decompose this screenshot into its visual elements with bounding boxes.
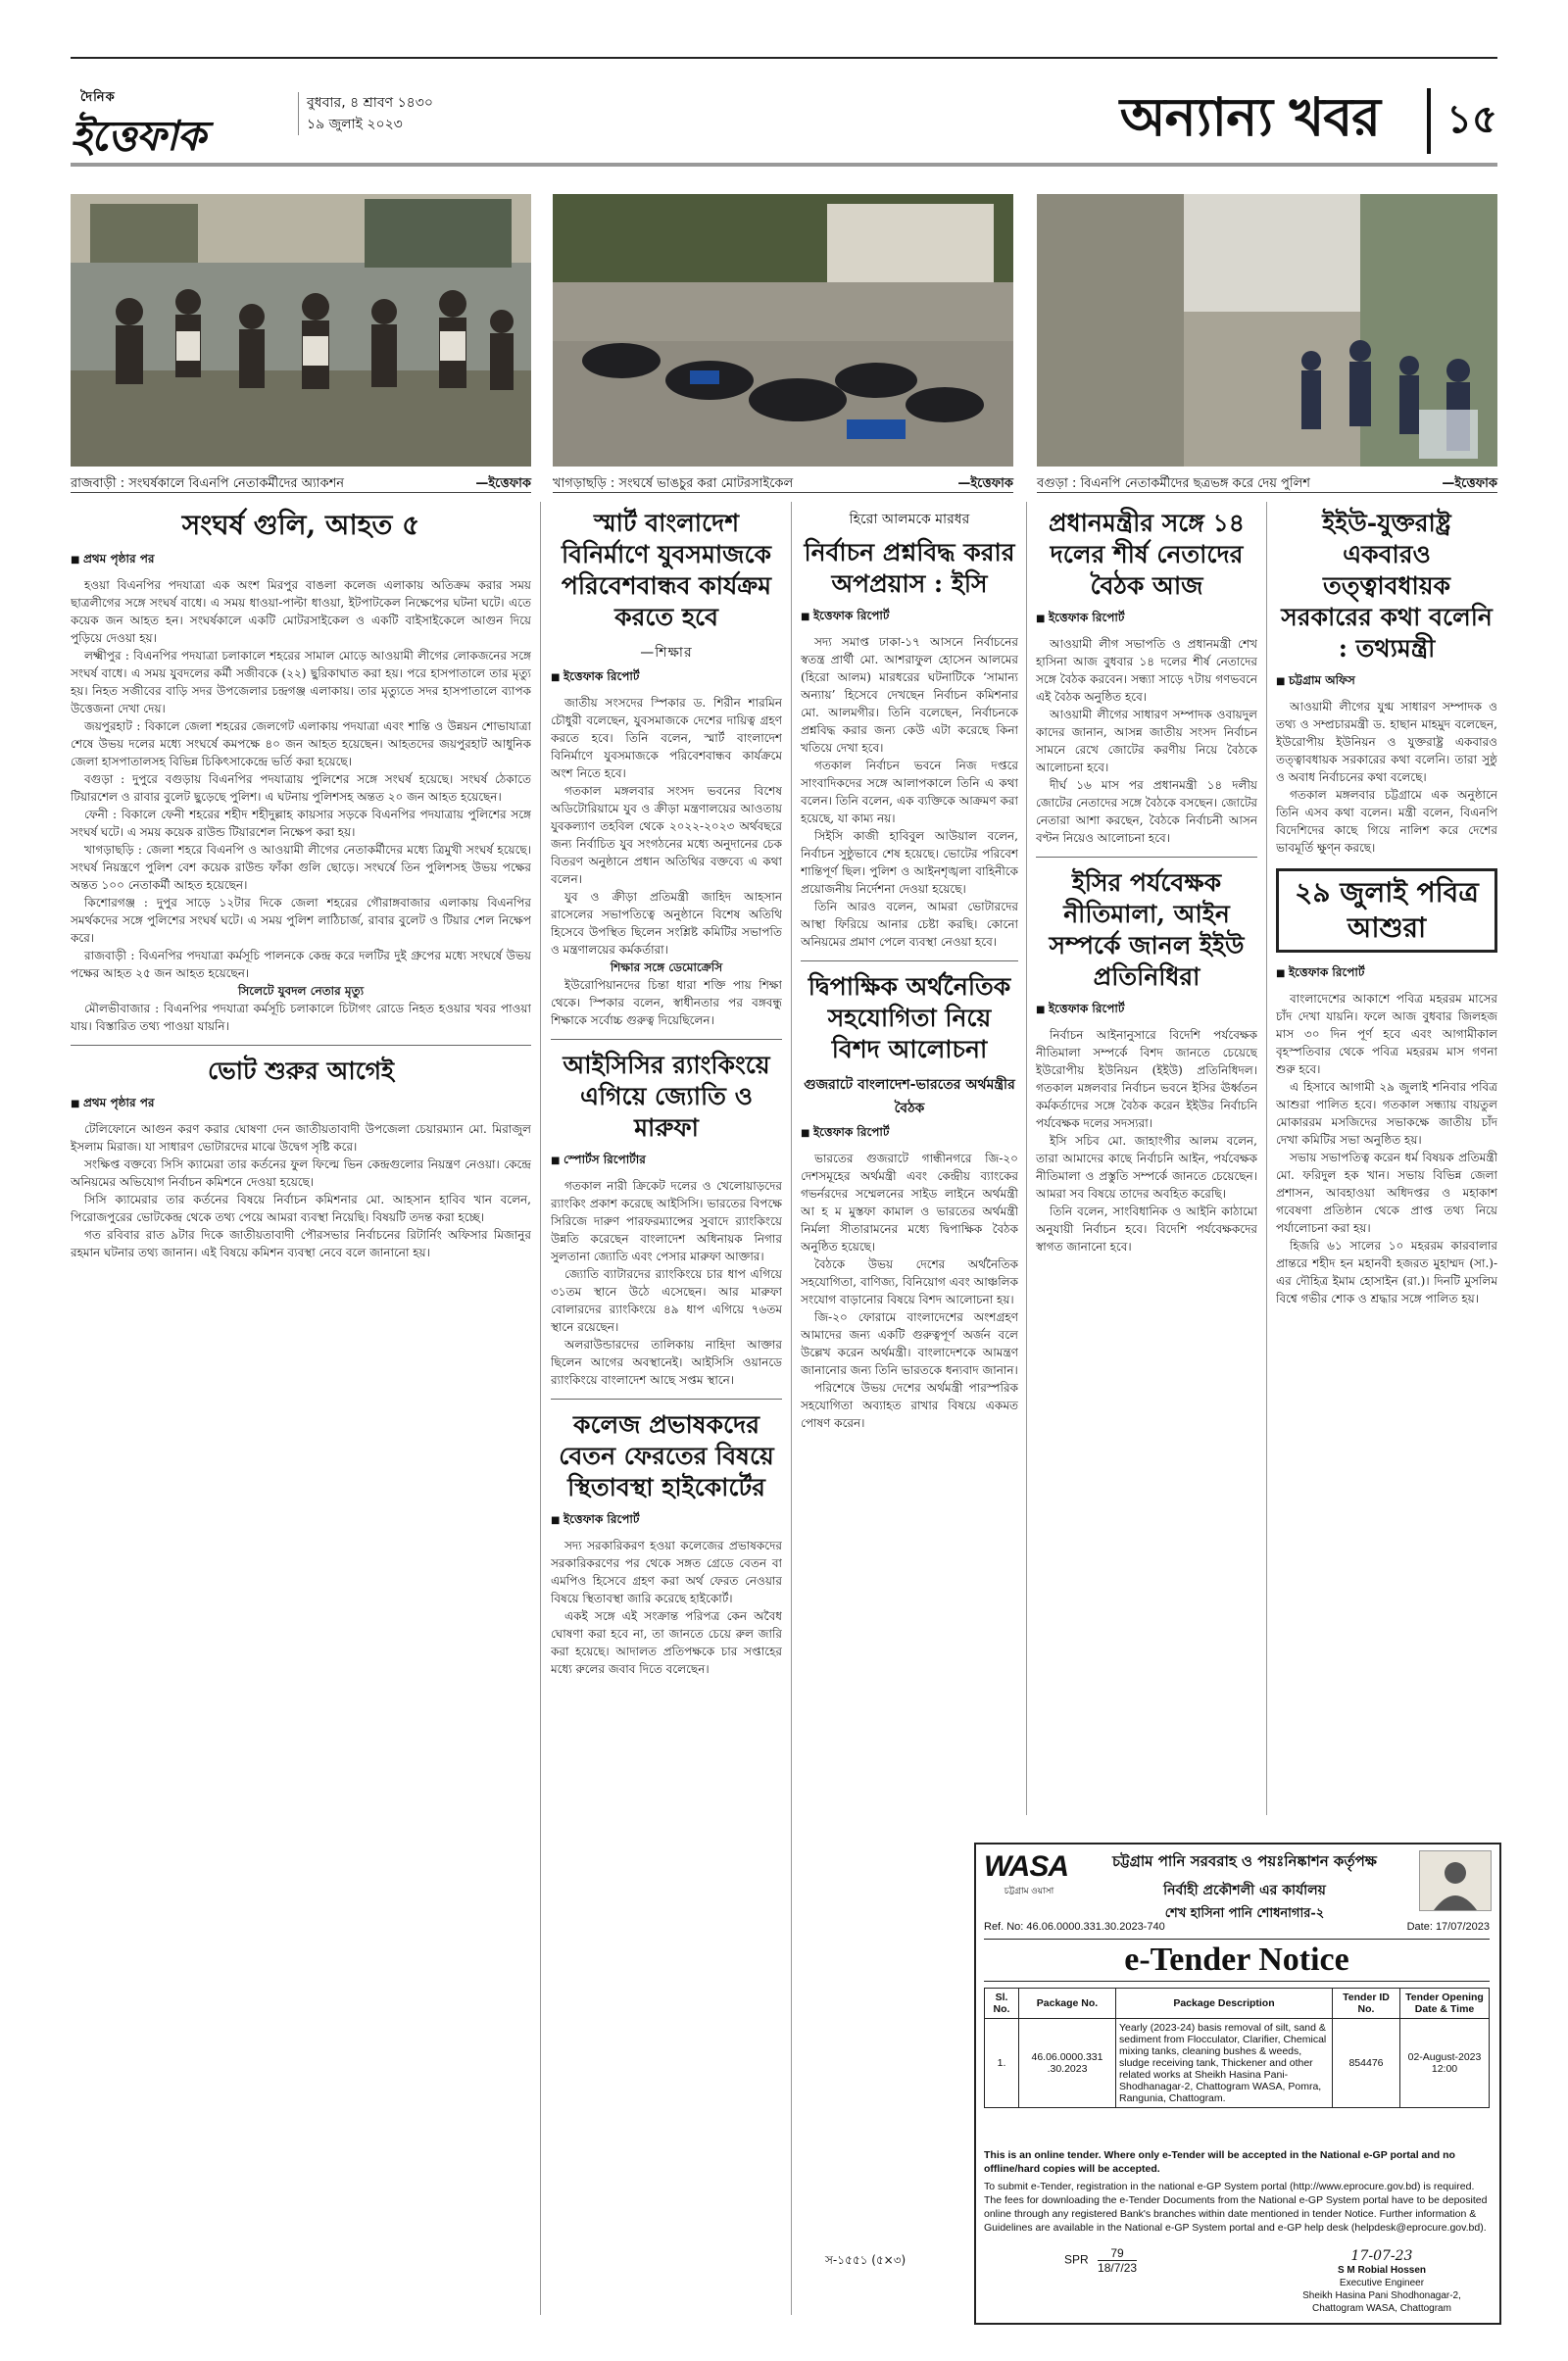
article-sign: —শিক্ষার xyxy=(640,645,693,661)
paragraph: সভায় সভাপতিত্ব করেন ধর্ম বিষয়ক প্রতিমন্ত্রী মো. ফরিদুল হক খান। সভায় বিভিন্ন জেলা প্রশাসন, আবহাওয়া অধিদপ্তর ও মহাকাশ গবেষণা প্রতিষ্ঠান থেকে প্রাপ্ত তথ্য নিয়ে পর্যালোচনা করা হয়। xyxy=(1276,1151,1497,1235)
article-byline: ■ স্পোর্টস রিপোর্টার xyxy=(551,1152,782,1171)
subheading: সিলেটে যুবদল নেতার মৃত্যু xyxy=(237,984,365,998)
signer-office: Sheikh Hasina Pani Shodhonagar-2, xyxy=(1302,2290,1461,2301)
column-divider xyxy=(791,502,792,2315)
paragraph: সংক্ষিপ্ত বক্তব্যে সিসি ক্যামেরা তার কর্তনের ফুল ফিল্মে ভিন কেন্দ্রগুলোর নিয়ন্ত্রণ নেওয়া। কেন্দ্রে অনিয়মের অভিযোগ নির্বাচন কমিশনে দেওয়া হয়েছে। xyxy=(71,1157,531,1189)
photo-caption xyxy=(71,474,531,493)
paragraph: খাগড়াছড়ি : জেলা শহরে বিএনপি ও আওয়ামী লীগের নেতাকর্মীদের মধ্যে ত্রিমুখী সংঘর্ষ হয়েছে। সংঘর্ষ নিয়ন্ত্রণে পুলিশ বেশ কয়েক রাউন্ড ফাঁকা গুলি ছোড়ে। সংঘর্ষে তিন পুলিশসহ উভয় পক্ষের অন্তত ১০০ নেতাকর্মী আহত হয়েছেন। xyxy=(71,843,531,892)
tender-notes xyxy=(984,2148,1490,2235)
paragraph: যুব ও ক্রীড়া প্রতিমন্ত্রী জাহিদ আহসান রাসেলের সভাপতিত্বে অনুষ্ঠানে বিশেষ অতিথি হিসেবে উপস্থিত ছিলেন সংশ্লিষ্ট কমিটির সভাপতি ও মন্ত্রণালয়ের কর্মকর্তারা। xyxy=(551,890,782,957)
paragraph: সিসি ক্যামেরার তার কর্তনের বিষয়ে নির্বাচন কমিশনার মো. আহসান হাবিব খান বলেন, পিরোজপুরের ভোটকেন্দ্র থেকে তথ্য পেয়ে আমরা ব্যবস্থা নিয়েছি। বিষয়টি তদন্ত করা হচ্ছে। xyxy=(71,1193,531,1224)
article-byline: ■ ইত্তেফাক রিপোর্ট xyxy=(1276,964,1497,984)
paragraph: নির্বাচন আইনানুসারে বিদেশি পর্যবেক্ষক নীতিমালা সম্পর্কে বিশদ জানতে চেয়েছে ইউরোপীয় ইউনিয়ন (ইইউ) প্রতিনিধিদল। গতকাল মঙ্গলবার নির্বাচন ভবনে ইসির ঊর্ধ্বতন কর্মকর্তাদের সঙ্গে বৈঠক করেন ইইউর নির্বাচনি পর্যবেক্ষক দলের সদস্যরা। xyxy=(1036,1028,1257,1130)
article-byline: ■ ইত্তেফাক রিপোর্ট xyxy=(1036,1001,1257,1020)
article-headline[interactable]: স্মার্ট বাংলাদেশ বিনির্মাণে যুবসমাজকে পরিবেশবান্ধব কার্যক্রম করতে হবে xyxy=(561,509,772,631)
org-plant: শেখ হাসিনা পানি শোধনাগার-২ xyxy=(1164,1906,1325,1921)
article-body xyxy=(551,1537,782,1678)
wasa-logo-text: WASA xyxy=(984,1850,1068,1883)
masthead xyxy=(71,82,1497,161)
paragraph: জাতীয় সংসদের স্পিকার ড. শিরীন শারমিন চৌধুরী বলেছেন, যুবসমাজকে দেশের দায়িত্ব গ্রহণ করতে হবে। তিনি বলেন, স্মার্ট বাংলাদেশ বিনির্মাণে যুবসমাজকে পরিবেশবান্ধব কার্যক্রমে অংশ নিতে হবে। xyxy=(551,696,782,780)
subheading: শিক্ষার সঙ্গে ডেমোক্রেসি xyxy=(610,960,723,974)
photo-caption xyxy=(553,474,1013,493)
paragraph: জয়পুরহাট : বিকালে জেলা শহরের জেলগেট এলাকায় পদযাত্রা এবং শান্তি ও উন্নয়ন শোভাযাত্রা শেষে উভয় দলের মধ্যে সংঘর্ষে কমপক্ষে ৪০ জন আহত হয়েছেন। আহতদের জয়পুরহাট আধুনিক জেলা হাসপাতালসহ বিভিন্ন চিকিৎসাকেন্দ্রে ভর্তি করা হয়েছে। xyxy=(71,719,531,768)
police-photo-illustration xyxy=(1037,194,1497,467)
article-kicker: হিরো আলমকে মারধর xyxy=(849,512,970,527)
article-divider xyxy=(551,1039,782,1040)
paragraph: তিনি বলেন, সাংবিধানিক ও আইনি কাঠামো অনুযায়ী নির্বাচন হবে। বিদেশি পর্যবেক্ষকদের স্বাগত জানানো হবে। xyxy=(1036,1205,1257,1254)
paragraph: রাজবাড়ী : বিএনপির পদযাত্রা কর্মসূচি পালনকে কেন্দ্র করে দলটির দুই গ্রুপের মধ্যে সংঘর্ষে উভয় পক্ষের আহত ২৫ জন আহত হয়েছেন। xyxy=(71,949,531,980)
reference-number: Ref. No: 46.06.0000.331.30.2023-740 xyxy=(984,1921,1165,1933)
note-registration: To submit e-Tender, registration in the national e-GP System portal (http://www.eprocure.gov.bd) is required. The fees for downloading the e-Tender Documents from the National e-GP System portal have to be deposited online through any registered Bank's branches within date mentioned in tender Notice. Further information & Guidelines are available in the National e-GP System portal and e-GP help desk (helpdesk@eprocure.gov.bd). xyxy=(984,2181,1488,2234)
logo-small-text: দৈনিক xyxy=(80,90,116,105)
column-divider xyxy=(1026,502,1027,1815)
issue-date xyxy=(298,92,433,135)
paragraph: গতকাল মঙ্গলবার সংসদ ভবনের বিশেষ অডিটোরিয়ামে যুব ও ক্রীড়া মন্ত্রণালয়ের আওতায় যুবকল্যাণ তহবিল থেকে ২০২২-২০২৩ অর্থবছরে জন্য নির্বাচিত যুব সংগঠনের মধ্যে অনুদানের চেক বিতরণ অনুষ্ঠানে প্রধান অতিথির বক্তব্যে এ কথা বলেন। xyxy=(551,784,782,886)
reference-date: Date: 17/07/2023 xyxy=(1406,1921,1490,1933)
paragraph: আওয়ামী লীগের সাধারণ সম্পাদক ওবায়দুল কাদের জানান, আসন্ন জাতীয় সংসদ নির্বাচন সামনে রেখে জোটের করণীয় নিয়ে বৈঠকে আলোচনা হবে। xyxy=(1036,708,1257,774)
spr-date: 18/7/23 xyxy=(1098,2261,1138,2275)
paragraph: একই সঙ্গে এই সংক্রান্ত পরিপত্র কেন অবৈধ ঘোষণা করা হবে না, তা জানতে চেয়ে রুল জারি করা হয়েছে। আদালত প্রতিপক্ষকে চার সপ্তাহের মধ্যে রুলের জবাব দিতে বলেছেন। xyxy=(551,1609,782,1676)
paragraph: হিজরি ৬১ সালের ১০ মহররম কারবালার প্রান্তরে শহীদ হন মহানবী হজরত মুহাম্মদ (সা.)-এর দৌহিত্র ইমাম হোসাইন (রা.)। দিনটি মুসলিম বিশ্বে গভীর শোক ও শ্রদ্ধার সঙ্গে পালিত হয়। xyxy=(1276,1239,1497,1305)
table-header-row xyxy=(985,1989,1490,2019)
article-headline[interactable]: ২৯ জুলাই পবিত্র আশুরা xyxy=(1295,876,1479,944)
tender-table xyxy=(984,1988,1490,2108)
article-headline[interactable]: দ্বিপাক্ষিক অর্থনৈতিক সহযোগিতা নিয়ে বিশদ আলোচনা xyxy=(808,972,1011,1063)
signer-name: S M Robial Hossen xyxy=(1337,2265,1426,2276)
logo-main-text: ইত্তেফাক xyxy=(71,112,206,160)
paragraph: টেলিফোনে আগুন করণ করার ঘোষণা দেন জাতীয়তাবাদী উপজেলা চেয়ারম্যান মো. মিরাজুল ইসলাম মিরাজ। যা সাধারণ ভোটারদের মাঝে উদ্বেগ সৃষ্টি করে। xyxy=(71,1122,531,1154)
paragraph: জ্যোতি ব্যাটারদের র‍্যাংকিংয়ে চার ধাপ এগিয়ে ৩১তম স্থানে উঠে এসেছেন। আর মারুফা বোলারদের র‍্যাংকিংয়ে ৪৯ ধাপ এগিয়ে ৭৬তম স্থানে রয়েছেন। xyxy=(551,1267,782,1334)
header-cell: Tender ID No. xyxy=(1333,1989,1400,2019)
spr-label: SPR xyxy=(1064,2252,1089,2267)
article-body xyxy=(1276,990,1497,1307)
paragraph: এ হিসাবে আগামী ২৯ জুলাই শনিবার পবিত্র আশুরা পালিত হবে। গতকাল সন্ধ্যায় বায়তুল মোকাররম মসজিদের সভাকক্ষে জাতীয় চাঁদ দেখা কমিটির সভা অনুষ্ঠিত হয়। xyxy=(1276,1080,1497,1147)
photo-credit: —ইত্তেফাক xyxy=(957,476,1013,491)
signer-title: Executive Engineer xyxy=(1339,2278,1425,2288)
signer-location: Chattogram WASA, Chattogram xyxy=(1312,2303,1451,2314)
article-info-minister xyxy=(1276,502,1497,1815)
cell-opening: 02-August-2023 12:00 xyxy=(1400,2019,1490,2108)
article-continuation: ■ প্রথম পৃষ্ঠার পর xyxy=(71,1095,531,1114)
note-online: This is an online tender. Where only e-Tender will be accepted in the National e-GP portal and no offline/hard copies will be accepted. xyxy=(984,2149,1455,2175)
article-body xyxy=(551,1177,782,1389)
article-headline[interactable]: ইসির পর্যবেক্ষক নীতিমালা, আইন সম্পর্কে জানল ইইউ প্রতিনিধিরা xyxy=(1049,868,1245,991)
article-body xyxy=(801,1150,1018,1432)
article-divider xyxy=(71,1045,531,1046)
ad-code: স-১৫৫১ (৫×৩) xyxy=(825,2253,906,2267)
cell-package-no: 46.06.0000.331 .30.2023 xyxy=(1019,2019,1116,2108)
paragraph: লক্ষ্মীপুর : বিএনপির পদযাত্রা চলাকালে শহরের সামাল মোড়ে আওয়ামী লীগের লোকজনের সঙ্গে সংঘর্ষ বাধে। এ সময় যুবদলের কর্মী সজীবকে (২২) ছুরিকাঘাত করা হয়। পরে হাসপাতালে তার মৃত্যু হয়। নিহত সজীবের বাড়ি সদর উপজেলার চন্দ্রগঞ্জ এলাকায়। তার মৃত্যুতে সদর হাসপাতালে ব্যাপক উত্তেজনা দেখা দেয়। xyxy=(71,649,531,715)
wasa-logo-subtext: চট্টগ্রাম ওয়াসা xyxy=(1004,1886,1054,1895)
caption-text: বগুড়া : বিএনপি নেতাকর্মীদের ছত্রভঙ্গ করে দেয় পুলিশ xyxy=(1037,476,1310,491)
spr-fraction xyxy=(1098,2246,1137,2275)
header-cell: Package Description xyxy=(1116,1989,1333,2019)
photo-credit: —ইত্তেফাক xyxy=(475,476,531,491)
article-byline: ■ ইত্তেফাক রিপোর্ট xyxy=(551,668,782,688)
spr-number: 79 xyxy=(1098,2246,1137,2261)
article-byline: ■ চট্টগ্রাম অফিস xyxy=(1276,672,1497,692)
header-cell: Package No. xyxy=(1019,1989,1116,2019)
paragraph: আওয়ামী লীগের যুগ্ম সাধারণ সম্পাদক ও তথ্য ও সম্প্রচারমন্ত্রী ড. হাছান মাহমুদ বলেছেন, ইউরোপীয় ইউনিয়ন ও যুক্তরাষ্ট্র একবারও তত্ত্বাবধায়ক সরকারের কথা বলেনি। তারা সুষ্ঠু ও অবাধ নির্বাচনের কথা বলেছে। xyxy=(1276,700,1497,784)
date-gregorian: ১৯ জুলাই ২০২৩ xyxy=(298,114,433,135)
signature-date: 17-07-23 xyxy=(1350,2248,1413,2264)
article-headline[interactable]: প্রধানমন্ত্রীর সঙ্গে ১৪ দলের শীর্ষ নেতাদের বৈঠক আজ xyxy=(1049,509,1245,600)
spr-stamp xyxy=(1064,2246,1137,2275)
photo-rajbari-clash[interactable] xyxy=(71,194,531,467)
article-byline: ■ ইত্তেফাক রিপোর্ট xyxy=(801,608,1018,627)
paragraph: গতকাল নারী ক্রিকেট দলের ও খেলোয়াড়দের র‍্যাংকিং প্রকাশ করেছে আইসিসি। ভারতের বিপক্ষে সিরিজে দারুণ পারফরম্যান্সের সুবাদে র‍্যাংকিংয়ে উন্নতি করেছেন বাংলাদেশ অধিনায়ক নিগার সুলতানা জ্যোতি এবং পেসার মারুফা আক্তার। xyxy=(551,1179,782,1263)
article-body xyxy=(1036,635,1257,847)
article-clashes xyxy=(71,502,531,2344)
tender-reference xyxy=(984,1921,1490,1933)
article-byline: ■ ইত্তেফাক রিপোর্ট xyxy=(551,1511,782,1531)
e-tender-advertisement[interactable] xyxy=(974,1843,1501,2325)
article-byline: ■ ইত্তেফাক রিপোর্ট xyxy=(801,1124,1018,1144)
paragraph: অলরাউন্ডারদের তালিকায় নাহিদা আক্তার ছিলেন আগের অবস্থানেই। আইসিসি ওয়ানডে র‍্যাংকিংয়ে বাংলাদেশ আছে সপ্তম স্থানে। xyxy=(551,1338,782,1387)
org-name: চট্টগ্রাম পানি সরবরাহ ও পয়ঃনিষ্কাশন কর্তৃপক্ষ xyxy=(1112,1852,1377,1870)
paragraph: তিনি আরও বলেন, আমরা ভোটারদের আস্থা ফিরিয়ে আনার চেষ্টা করছি। কোনো অনিয়মের প্রমাণ পেলে ব্যবস্থা নেওয়া হবে। xyxy=(801,900,1018,949)
article-14-party-meeting xyxy=(1036,502,1257,1815)
article-body xyxy=(71,576,531,1035)
table-row xyxy=(985,2019,1490,2108)
article-divider xyxy=(1036,857,1257,858)
article-headline[interactable]: ইইউ-যুক্তরাষ্ট্র একবারও তত্ত্বাবধায়ক সরকারের কথা বলেনি : তথ্যমন্ত্রী xyxy=(1281,509,1493,663)
portrait-icon xyxy=(1420,1851,1491,1910)
org-office: নির্বাহী প্রকৌশলী এর কার্যালয় xyxy=(1163,1883,1326,1898)
paragraph: বগুড়া : দুপুরে বগুড়ায় বিএনপির পদযাত্রায় পুলিশের সঙ্গে সংঘর্ষ হয়েছে। সংঘর্ষ ঠেকাতে টিয়ারশেল ও রাবার বুলেট ছুড়েছে পুলিশ। এ ঘটনায় পুলিশসহ অন্তত ২০ জন আহত হয়েছেন। xyxy=(71,772,531,804)
article-body xyxy=(801,633,1018,951)
article-headline[interactable]: কলেজ প্রভাষকদের বেতন ফেরতের বিষয়ে স্থিতাবস্থা হাইকোর্টের xyxy=(559,1410,774,1501)
paragraph: সদ্য সমাপ্ত ঢাকা-১৭ আসনে নির্বাচনের স্বতন্ত্র প্রার্থী মো. আশরাফুল হোসেন আলমের (হিরো আলম) মারধরের ঘটনাটিকে ‘সামান্য অন্যায়’ হিসেবে দেখছেন নির্বাচন কমিশনার মো. আলমগীর। তিনি বলেছেন, নির্বাচনকে প্রশ্নবিদ্ধ করার জন্য কেউ এটা করেছে কিনা খতিয়ে দেখা হবে। xyxy=(801,635,1018,755)
cell-tender-id: 854476 xyxy=(1333,2019,1400,2108)
photo-khagrachari-bikes[interactable] xyxy=(553,194,1013,467)
article-divider xyxy=(551,1399,782,1400)
paragraph: আওয়ামী লীগ সভাপতি ও প্রধানমন্ত্রী শেখ হাসিনা আজ বুধবার ১৪ দলের শীর্ষ নেতাদের সঙ্গে বৈঠক করবেন। সন্ধ্যা সাড়ে ৭টায় গণভবনে এই বৈঠক অনুষ্ঠিত হবে। xyxy=(1036,637,1257,704)
date-bengali: বুধবার, ৪ শ্রাবণ ১৪৩০ xyxy=(298,92,433,114)
paragraph: মৌলভীবাজার : বিএনপির পদযাত্রা কর্মসূচি চলাকালে চিটাগং রোডে নিহত হওয়ার খবর পাওয়া যায়। বিস্তারিত তথ্য পাওয়া যায়নি। xyxy=(71,1002,531,1033)
paragraph: সিইসি কাজী হাবিবুল আউয়াল বলেন, নির্বাচন সুষ্ঠুভাবে শেষ হয়েছে। ভোটের পরিবেশ শান্তিপূর্ণ ছিল। পুলিশ ও আইনশৃঙ্খলা বাহিনীকে প্রয়োজনীয় নির্দেশনা দেওয়া হয়েছে। xyxy=(801,829,1018,896)
tender-title: e-Tender Notice xyxy=(984,1939,1490,1982)
paragraph: হওয়া বিএনপির পদযাত্রা এক অংশ মিরপুর বাঙলা কলেজ এলাকায় অতিক্রম করার সময় ছাত্রলীগের সঙ্গে সংঘর্ষ বাধে। এ সময় ধাওয়া-পাল্টা ধাওয়া, ইটপাটকেল নিক্ষেপের ঘটনা ঘটে। এতে কয়েক জন আহত হন। সংঘর্ষকালে একটি মোটরসাইকেল ও একটি বাইসাইকেলে আগুন দিয়ে পুড়িয়ে দেওয়া হয়। xyxy=(71,578,531,645)
header-cell: Tender Opening Date & Time xyxy=(1400,1989,1490,2019)
tender-organization xyxy=(1078,1850,1411,1925)
article-smart-bangladesh xyxy=(551,502,782,2344)
article-continuation: ■ প্রথম পৃষ্ঠার পর xyxy=(71,551,531,570)
caption-text: খাগড়াছড়ি : সংঘর্ষে ভাঙচুর করা মোটরসাইকেল xyxy=(553,476,794,491)
top-rule xyxy=(71,57,1497,59)
page-number: ১৫ xyxy=(1427,88,1497,154)
paragraph: পরিশেষে উভয় দেশের অর্থমন্ত্রী পারস্পরিক সহযোগিতা অব্যাহত রাখার বিষয়ে একমত পোষণ করেন। xyxy=(801,1381,1018,1430)
cell-description: Yearly (2023-24) basis removal of silt, sand & sediment from Flocculator, Clarifier, Chemical mixing tanks, cleaning bushes & weeds, sludge receiving tank, Thickener and other related works at Sheikh Hasina Pani-Shodhanagar-2, Chattogram WASA, Pomra, Rangunia, Chattogram. xyxy=(1116,2019,1333,2108)
article-headline[interactable]: নির্বাচন প্রশ্নবিদ্ধ করার অপপ্রয়াস : ইসি xyxy=(804,538,1015,598)
wasa-logo xyxy=(984,1850,1074,1905)
article-body xyxy=(1276,698,1497,857)
article-body xyxy=(1036,1026,1257,1255)
article-election-commission xyxy=(801,502,1018,1835)
article-byline: ■ ইত্তেফাক রিপোর্ট xyxy=(1036,610,1257,629)
paragraph: গতকাল নির্বাচন ভবনে নিজ দপ্তরে সাংবাদিকদের সঙ্গে আলাপকালে তিনি এ কথা বলেন। তিনি বলেন, এক ব্যক্তিকে আক্রমণ করা হয়েছে, যা কাম্য নয়। xyxy=(801,759,1018,825)
article-subheadline: গুজরাটে বাংলাদেশ-ভারতের অর্থমন্ত্রীর বৈঠক xyxy=(804,1077,1015,1116)
article-body xyxy=(71,1120,531,1261)
paragraph: দীর্ঘ ১৬ মাস পর প্রধানমন্ত্রী ১৪ দলীয় জোটের নেতাদের সঙ্গে বৈঠকে বসছেন। জোটের নেতারা আশা করছেন, বৈঠকে নির্বাচনী আসন বণ্টন নিয়েও আলোচনা হবে। xyxy=(1036,778,1257,845)
photo-caption xyxy=(1037,474,1497,493)
paragraph: ইসি সচিব মো. জাহাংগীর আলম বলেন, তারা আমাদের কাছে নির্বাচনি আইন, পর্যবেক্ষক নীতিমালা ও প্রস্তুতি সম্পর্কে জানতে চেয়েছেন। আমরা সব বিষয়ে তাদের অবহিত করেছি। xyxy=(1036,1134,1257,1201)
paragraph: সদ্য সরকারিকরণ হওয়া কলেজের প্রভাষকদের সরকারিকরণের পর থেকে সঙ্গত গ্রেডে বেতন বা এমপিও হিসেবে গ্রহণ করা অর্থ ফেরত নেওয়ার বিষয়ে স্থিতাবস্থা জারি করেছে হাইকোর্ট। xyxy=(551,1539,782,1605)
paragraph: কিশোরগঞ্জ : দুপুর সাড়ে ১২টার দিকে জেলা শহরের গৌরাঙ্গবাজার এলাকায় বিএনপির সমর্থকদের সঙ্গে পুলিশের সংঘর্ষ ঘটে। এ সময় পুলিশ লাঠিচার্জ, রাবার বুলেট ও টিয়ার শেল নিক্ষেপ করে। xyxy=(71,896,531,945)
article-headline[interactable]: আইসিসির র‍্যাংকিংয়ে এগিয়ে জ্যোতি ও মারুফা xyxy=(563,1051,770,1142)
paragraph: বাংলাদেশের আকাশে পবিত্র মহররম মাসের চাঁদ দেখা যায়নি। ফলে আজ বুধবার জিলহজ মাস ৩০ দিন পূর্ণ হবে এবং আগামীকাল বৃহস্পতিবার থেকে পবিত্র মহররম মাস গণনা শুরু হবে। xyxy=(1276,992,1497,1076)
paragraph: ভারতের গুজরাটে গান্ধীনগরে জি-২০ দেশসমূহের অর্থমন্ত্রী এবং কেন্দ্রীয় ব্যাংকের গভর্নরদের সম্মেলনের সাইড লাইনে অর্থমন্ত্রী আ হ ম মুস্তফা কামাল ও ভারতের অর্থমন্ত্রী নির্মলা সীতারামনের মধ্যে দ্বিপাক্ষিক বৈঠক অনুষ্ঠিত হয়েছে। xyxy=(801,1152,1018,1254)
caption-text: রাজবাড়ী : সংঘর্ষকালে বিএনপি নেতাকর্মীদের অ্যাকশন xyxy=(71,476,345,491)
newspaper-logo[interactable] xyxy=(71,88,276,160)
tender-signature xyxy=(1274,2248,1490,2315)
portrait-photo xyxy=(1419,1850,1492,1911)
paragraph: বৈঠকে উভয় দেশের অর্থনৈতিক সহযোগিতা, বাণিজ্য, বিনিয়োগ এবং আঞ্চলিক সংযোগ বাড়ানোর বিষয়ে বিশদ আলোচনা হয়। xyxy=(801,1257,1018,1306)
photo-credit: —ইত্তেফাক xyxy=(1442,476,1497,491)
cell-sl: 1. xyxy=(985,2019,1019,2108)
section-title: অন্যান্য খবর xyxy=(1119,85,1380,148)
article-headline[interactable]: ভোট শুরুর আগেই xyxy=(207,1057,395,1085)
motorcycle-photo-illustration xyxy=(553,194,1013,467)
paragraph: গতকাল মঙ্গলবার চট্টগ্রামে এক অনুষ্ঠানে তিনি এসব কথা বলেন। মন্ত্রী বলেন, বিএনপি বিদেশিদের কাছে গিয়ে নালিশ করে দেশের ভাবমূর্তি ক্ষুণ্ন করছে। xyxy=(1276,788,1497,855)
paragraph: ফেনী : বিকালে ফেনী শহরের শহীদ শহীদুল্লাহ কায়সার সড়কে বিএনপির পদযাত্রায় পুলিশের সঙ্গে সংঘর্ষ ঘটে। এ সময় কয়েক রাউন্ড টিয়ারশেল নিক্ষেপ করা হয়। xyxy=(71,808,531,839)
header-cell: Sl. No. xyxy=(985,1989,1019,2019)
article-headline[interactable]: সংঘর্ষ গুলি, আহত ৫ xyxy=(181,509,420,541)
column-divider xyxy=(540,502,541,2315)
paragraph: জি-২০ ফোরামে বাংলাদেশের অংশগ্রহণ আমাদের জন্য একটি গুরুত্বপূর্ণ অর্জন বলে উল্লেখ করেন অর্থমন্ত্রী। বাংলাদেশকে আমন্ত্রণ জানানোর জন্য তিনি ভারতকে ধন্যবাদ জানান। xyxy=(801,1310,1018,1377)
masthead-rule xyxy=(71,163,1497,167)
column-divider xyxy=(1266,502,1267,1815)
crowd-photo-illustration xyxy=(71,194,531,467)
article-body xyxy=(551,694,782,1029)
article-divider xyxy=(801,960,1018,961)
ashura-headline-box xyxy=(1276,868,1497,953)
paragraph: ইউরোপিয়ানদের চিন্তা ধারা শক্তি পায় শিক্ষা থেকে। স্পিকার বলেন, স্বাধীনতার পর বঙ্গবন্ধু শিক্ষাকে সর্বোচ্চ গুরুত্ব দিয়েছিলেন। xyxy=(551,978,782,1027)
photo-bogura-police[interactable] xyxy=(1037,194,1497,467)
paragraph: গত রবিবার রাত ৯টার দিকে জাতীয়তাবাদী পৌরসভার নির্বাচনের রিটার্নিং অফিসার মিজানুর রহমান ঘটনার তথ্য জানান। এই বিষয়ে কমিশন ব্যবস্থা নেবে বলে জানানো হয়। xyxy=(71,1228,531,1259)
